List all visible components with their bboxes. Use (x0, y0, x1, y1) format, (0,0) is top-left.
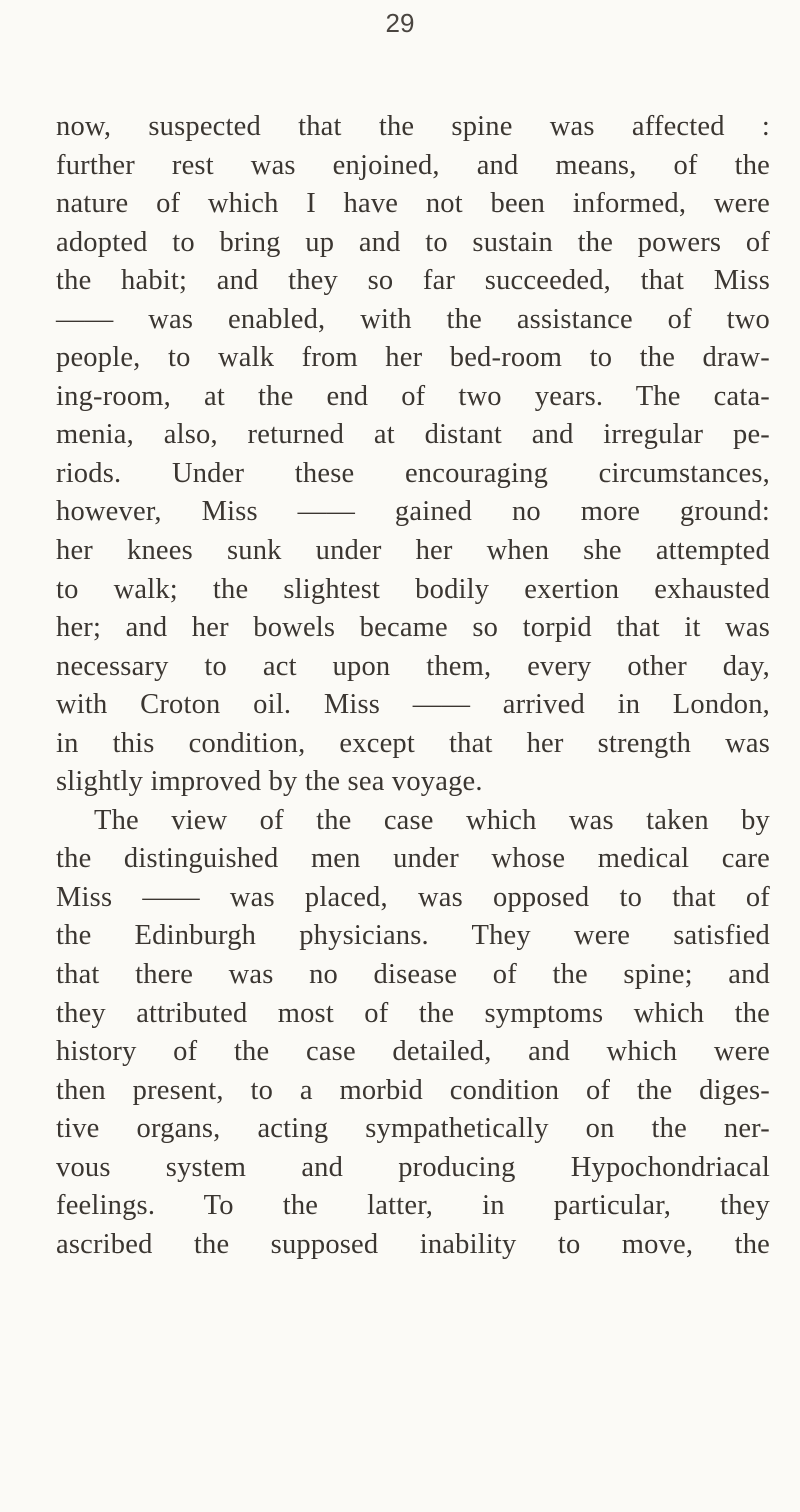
text-line: further rest was enjoined, and means, of the (56, 149, 770, 181)
text-line: the distinguished men under whose medical care (56, 843, 770, 875)
text-line: to walk; the slightest bodily exertion exhausted (56, 573, 770, 605)
text-line: feelings. To the latter, in particular, they (56, 1190, 770, 1222)
text-line: they attributed most of the symptoms which the (56, 997, 770, 1029)
text-line: ing-room, at the end of two years. The cata- (56, 380, 770, 412)
page-number: 29 (385, 8, 415, 38)
text-line: her; and her bowels became so torpid that it was (56, 612, 770, 644)
text-line: riods. Under these encouraging circumstances, (56, 457, 770, 489)
text-line: then present, to a morbid condition of the diges- (56, 1074, 770, 1106)
text-line: necessary to act upon them, every other day, (56, 650, 770, 682)
text-line: ascribed the supposed inability to move, the (56, 1228, 770, 1260)
text-line: with Croton oil. Miss —— arrived in London, (56, 689, 770, 721)
text-line: nature of which I have not been informed, were (56, 188, 770, 220)
text-line: that there was no disease of the spine; and (56, 959, 770, 991)
text-line: vous system and producing Hypochondriacal (56, 1151, 770, 1183)
text-line: now, suspected that the spine was affected : (56, 111, 770, 142)
text-line: the habit; and they so far succeeded, that Miss (56, 265, 770, 297)
text-line: people, to walk from her bed-room to the draw- (56, 342, 770, 374)
body-text (56, 108, 770, 1264)
text-line: history of the case detailed, and which were (56, 1036, 770, 1068)
text-line: The view of the case which was taken by (94, 804, 770, 836)
text-line: however, Miss —— gained no more ground: (56, 496, 770, 528)
text-line: Miss —— was placed, was opposed to that of (56, 881, 770, 913)
text-line: the Edinburgh physicians. They were satisfied (56, 920, 770, 952)
text-line: —— was enabled, with the assistance of two (56, 303, 770, 335)
text-line: in this condition, except that her strength was (56, 727, 770, 759)
text-line: slightly improved by the sea voyage. (56, 766, 483, 798)
text-line: tive organs, acting sympathetically on the ner- (56, 1113, 770, 1145)
text-line: adopted to bring up and to sustain the powers of (56, 226, 770, 258)
text-line: her knees sunk under her when she attempted (56, 535, 770, 567)
text-line: menia, also, returned at distant and irregular pe- (56, 419, 770, 451)
